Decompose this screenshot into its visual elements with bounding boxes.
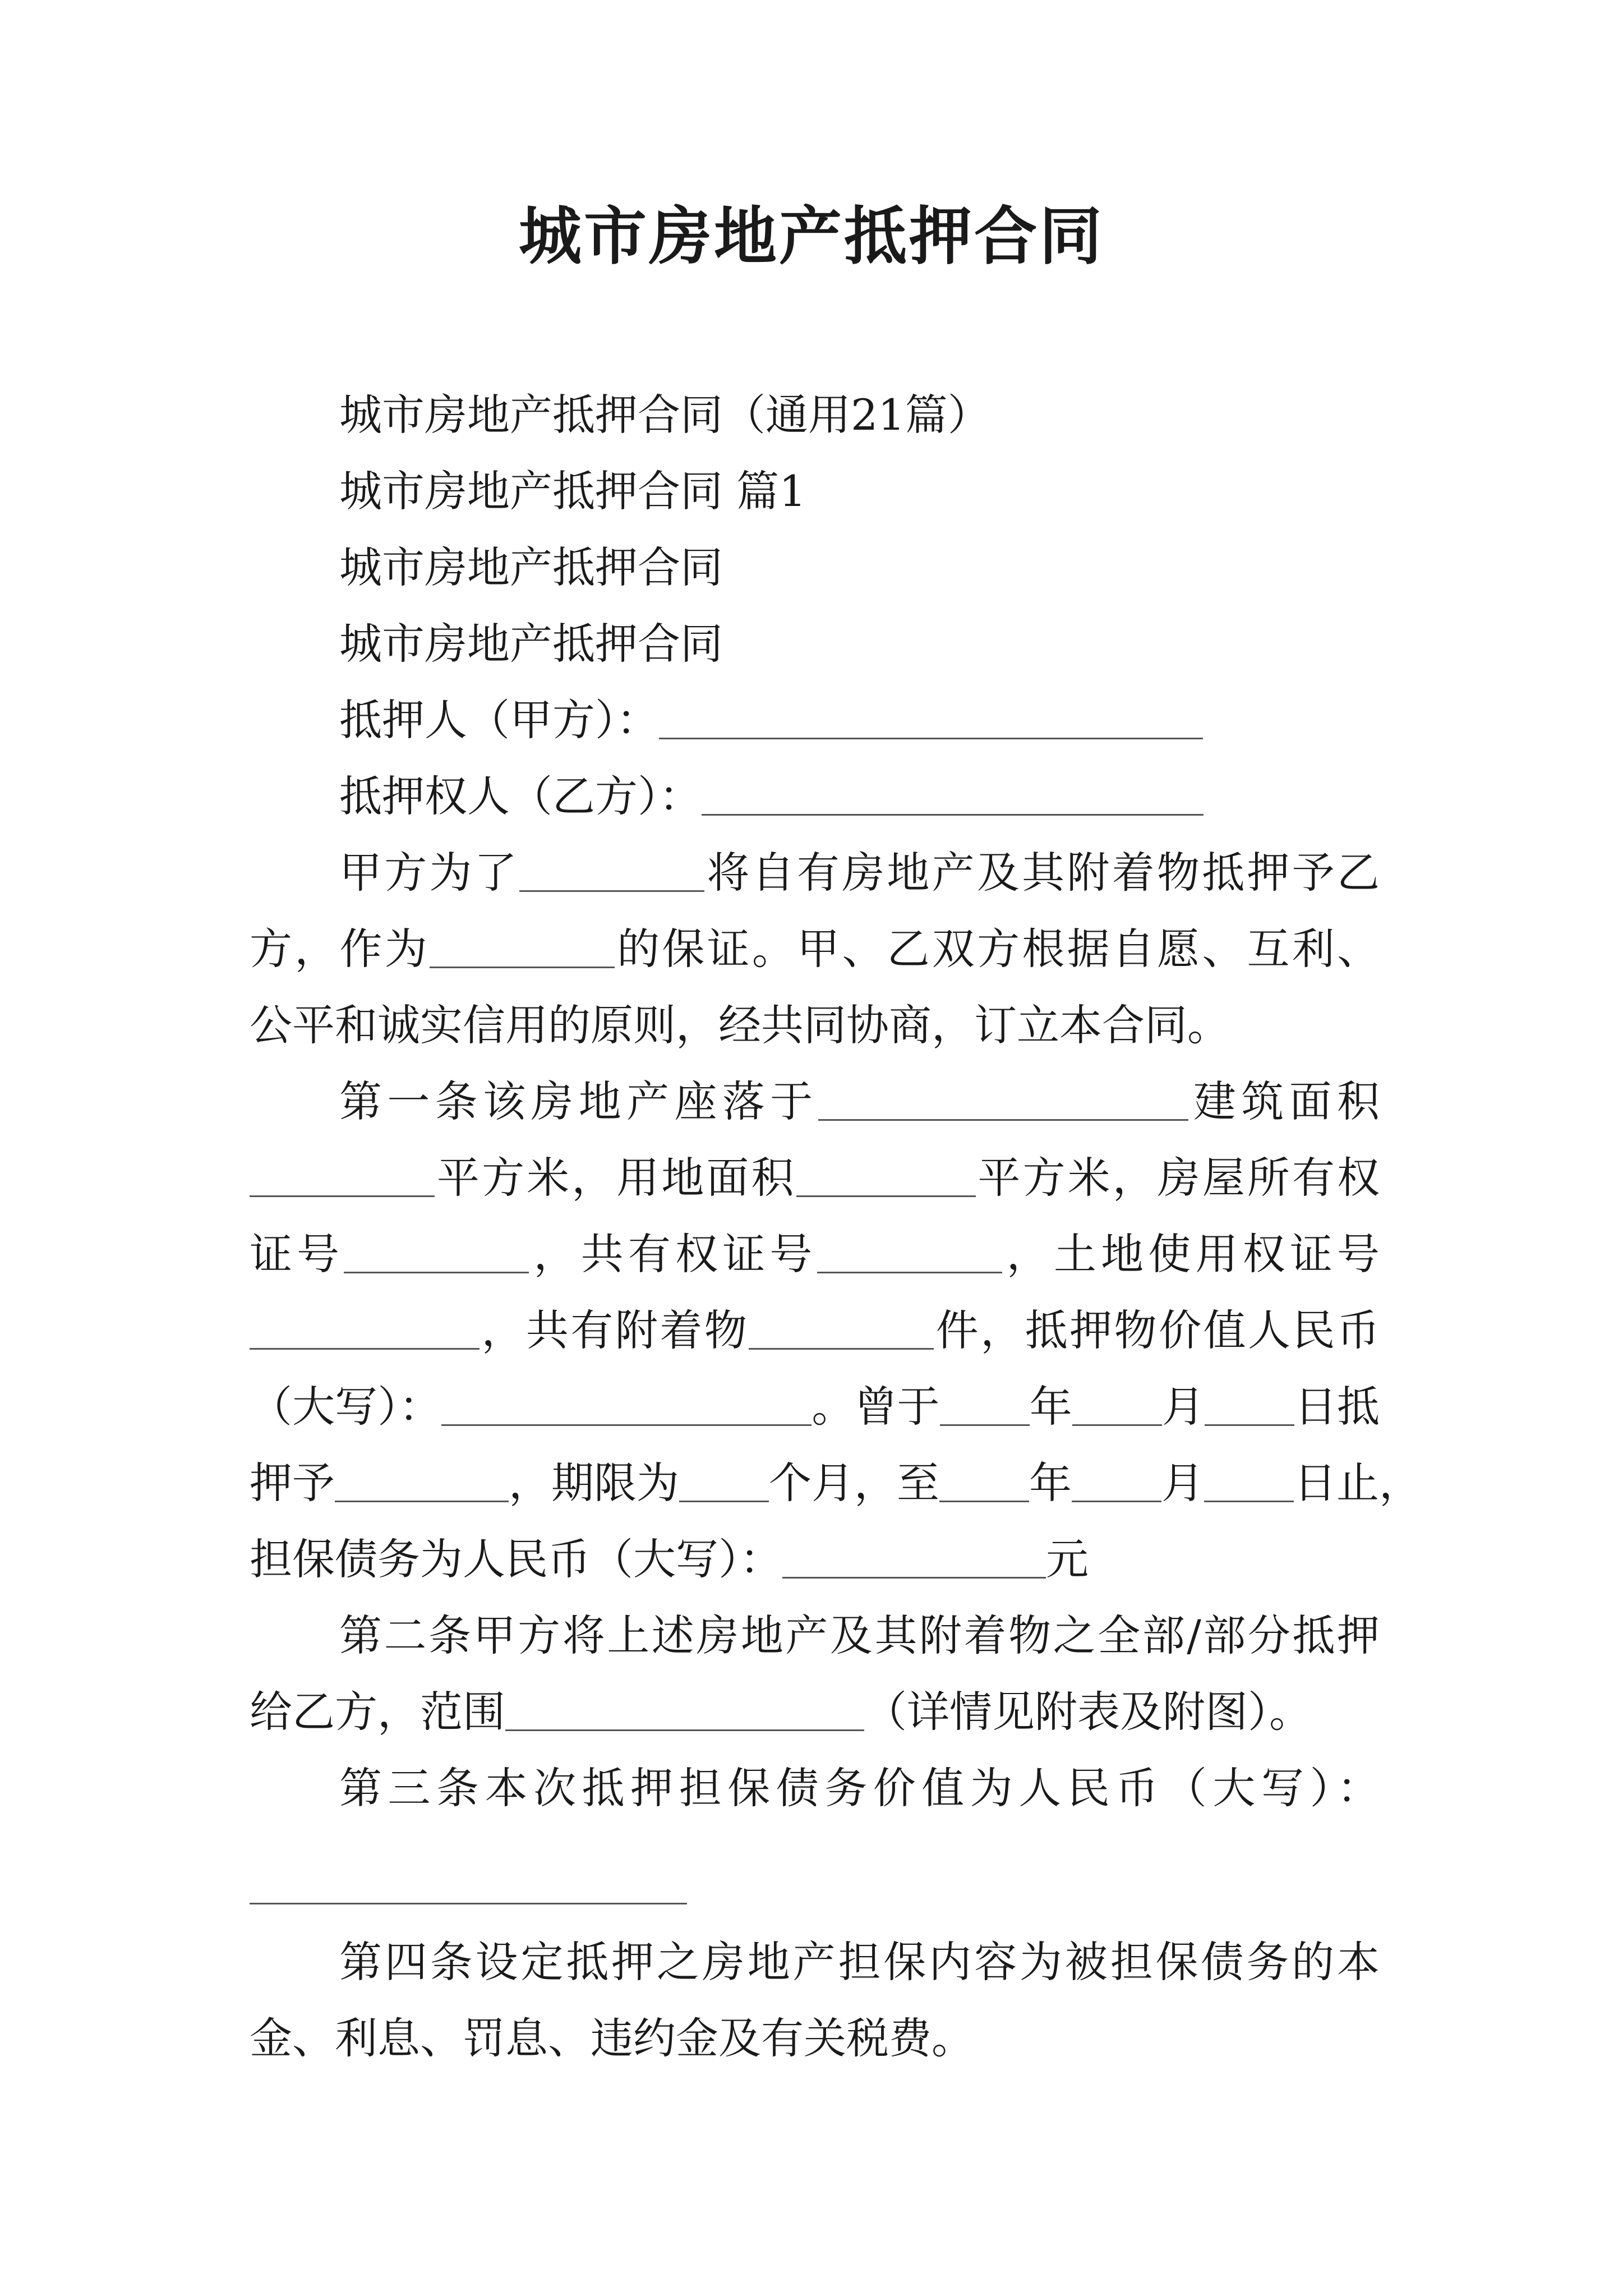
scope-blank[interactable] — [505, 1690, 864, 1731]
intro-blank-purpose[interactable] — [519, 851, 704, 892]
part-heading: 城市房地产抵押合同 篇1 — [339, 466, 806, 516]
art1-line-7 — [250, 1533, 1380, 1586]
art1-line-4 — [250, 1304, 1380, 1358]
art2-text: （详情见附表及附图）。 — [864, 1687, 1312, 1737]
co-ownership-cert-blank[interactable] — [817, 1232, 1002, 1273]
year-blank[interactable] — [940, 1385, 1030, 1426]
art1-text: （大写）： — [250, 1382, 442, 1432]
intro-line-1 — [250, 846, 1380, 900]
art1-text: 平方米，房屋所有权 — [975, 1153, 1380, 1203]
art1-text: 日抵 — [1294, 1382, 1380, 1432]
attachments-count-blank[interactable] — [749, 1309, 934, 1350]
building-area-blank[interactable] — [250, 1156, 435, 1197]
intro-line-3: 公平和诚实信用的原则，经共同协商，订立本合同。 — [250, 1000, 1230, 1050]
art4-line-1: 第四条设定抵押之房地产担保内容为被担保债务的本 — [339, 1937, 1380, 1987]
art1-text: 担保债务为人民币（大写）： — [250, 1534, 782, 1584]
value-capital-blank[interactable] — [441, 1385, 811, 1426]
party-b-label: 抵押权人（乙方）： — [339, 771, 702, 821]
art1-text: 年 — [1029, 1458, 1072, 1508]
art1-text: 月 — [1161, 1382, 1205, 1432]
end-month-blank[interactable] — [1072, 1461, 1161, 1502]
party-a-blank[interactable] — [659, 698, 1203, 739]
art1-text: 建筑面积 — [1188, 1076, 1380, 1126]
art1-text: ，共有附着物 — [479, 1305, 749, 1355]
subtitle: 城市房地产抵押合同（通用21篇） — [339, 390, 990, 440]
art1-text: 平方米，用地面积 — [435, 1153, 796, 1203]
art1-text: 元 — [1046, 1534, 1089, 1584]
term-months-blank[interactable] — [679, 1461, 769, 1502]
intro-text: 甲方为了 — [339, 848, 520, 898]
art1-text: 第一条该房地产座落于 — [339, 1076, 818, 1126]
intro-blank-guarantee[interactable] — [430, 927, 615, 968]
art1-text: 件，抵押物价值人民币 — [934, 1305, 1380, 1355]
day-blank[interactable] — [1205, 1385, 1294, 1426]
art4-line-2: 金、利息、罚息、违约金及有关税费。 — [250, 2013, 974, 2063]
art2-text: 给乙方，范围 — [250, 1687, 505, 1737]
art1-text: ，共有权证号 — [529, 1229, 817, 1279]
art1-text: 日止， — [1294, 1458, 1422, 1508]
contract-heading-repeat: 城市房地产抵押合同 — [339, 619, 723, 669]
contract-heading: 城市房地产抵押合同 — [339, 542, 723, 592]
art3-line-1: 第三条本次抵押担保债务价值为人民币（大写）： — [339, 1763, 1380, 1813]
art1-text: ，期限为 — [509, 1458, 679, 1508]
mortgaged-to-blank[interactable] — [335, 1461, 509, 1502]
party-a-line — [250, 693, 1380, 747]
art1-text: 。曾于 — [811, 1382, 940, 1432]
art1-line-2 — [250, 1151, 1380, 1205]
land-use-cert-blank[interactable] — [250, 1309, 479, 1350]
ownership-cert-blank[interactable] — [344, 1232, 529, 1273]
art1-text: 年 — [1029, 1382, 1072, 1432]
end-day-blank[interactable] — [1204, 1461, 1294, 1502]
month-blank[interactable] — [1072, 1385, 1162, 1426]
art1-text: 证号 — [250, 1229, 344, 1279]
party-b-blank[interactable] — [702, 775, 1204, 816]
debt-amount-blank[interactable] — [782, 1538, 1046, 1579]
intro-line-2 — [250, 922, 1380, 976]
document-title: 城市房地产抵押合同 — [519, 200, 1104, 273]
art2-line-2 — [250, 1685, 1380, 1739]
art2-line-1: 第二条甲方将上述房地产及其附着物之全部/部分抵押 — [339, 1611, 1380, 1660]
property-location-blank[interactable] — [818, 1080, 1188, 1121]
art1-text: 月 — [1161, 1458, 1204, 1508]
intro-text: 将自有房地产及其附着物抵押予乙 — [704, 848, 1380, 898]
art1-line-5 — [250, 1380, 1380, 1434]
party-b-line — [250, 770, 1380, 823]
intro-text: 的保证。甲、乙双方根据自愿、互利、 — [614, 924, 1380, 974]
art1-text: 个月，至 — [769, 1458, 939, 1508]
art1-line-1 — [250, 1075, 1380, 1129]
land-area-blank[interactable] — [796, 1156, 976, 1197]
party-a-label: 抵押人（甲方）： — [339, 695, 659, 745]
art1-line-3 — [250, 1227, 1380, 1281]
intro-text: 方，作为 — [250, 924, 430, 974]
art1-text: 押予 — [250, 1458, 335, 1508]
art3-amount-blank[interactable] — [250, 1903, 687, 1904]
end-year-blank[interactable] — [939, 1461, 1029, 1502]
art1-line-6 — [250, 1456, 1422, 1510]
art1-text: ，土地使用权证号 — [1002, 1229, 1380, 1279]
